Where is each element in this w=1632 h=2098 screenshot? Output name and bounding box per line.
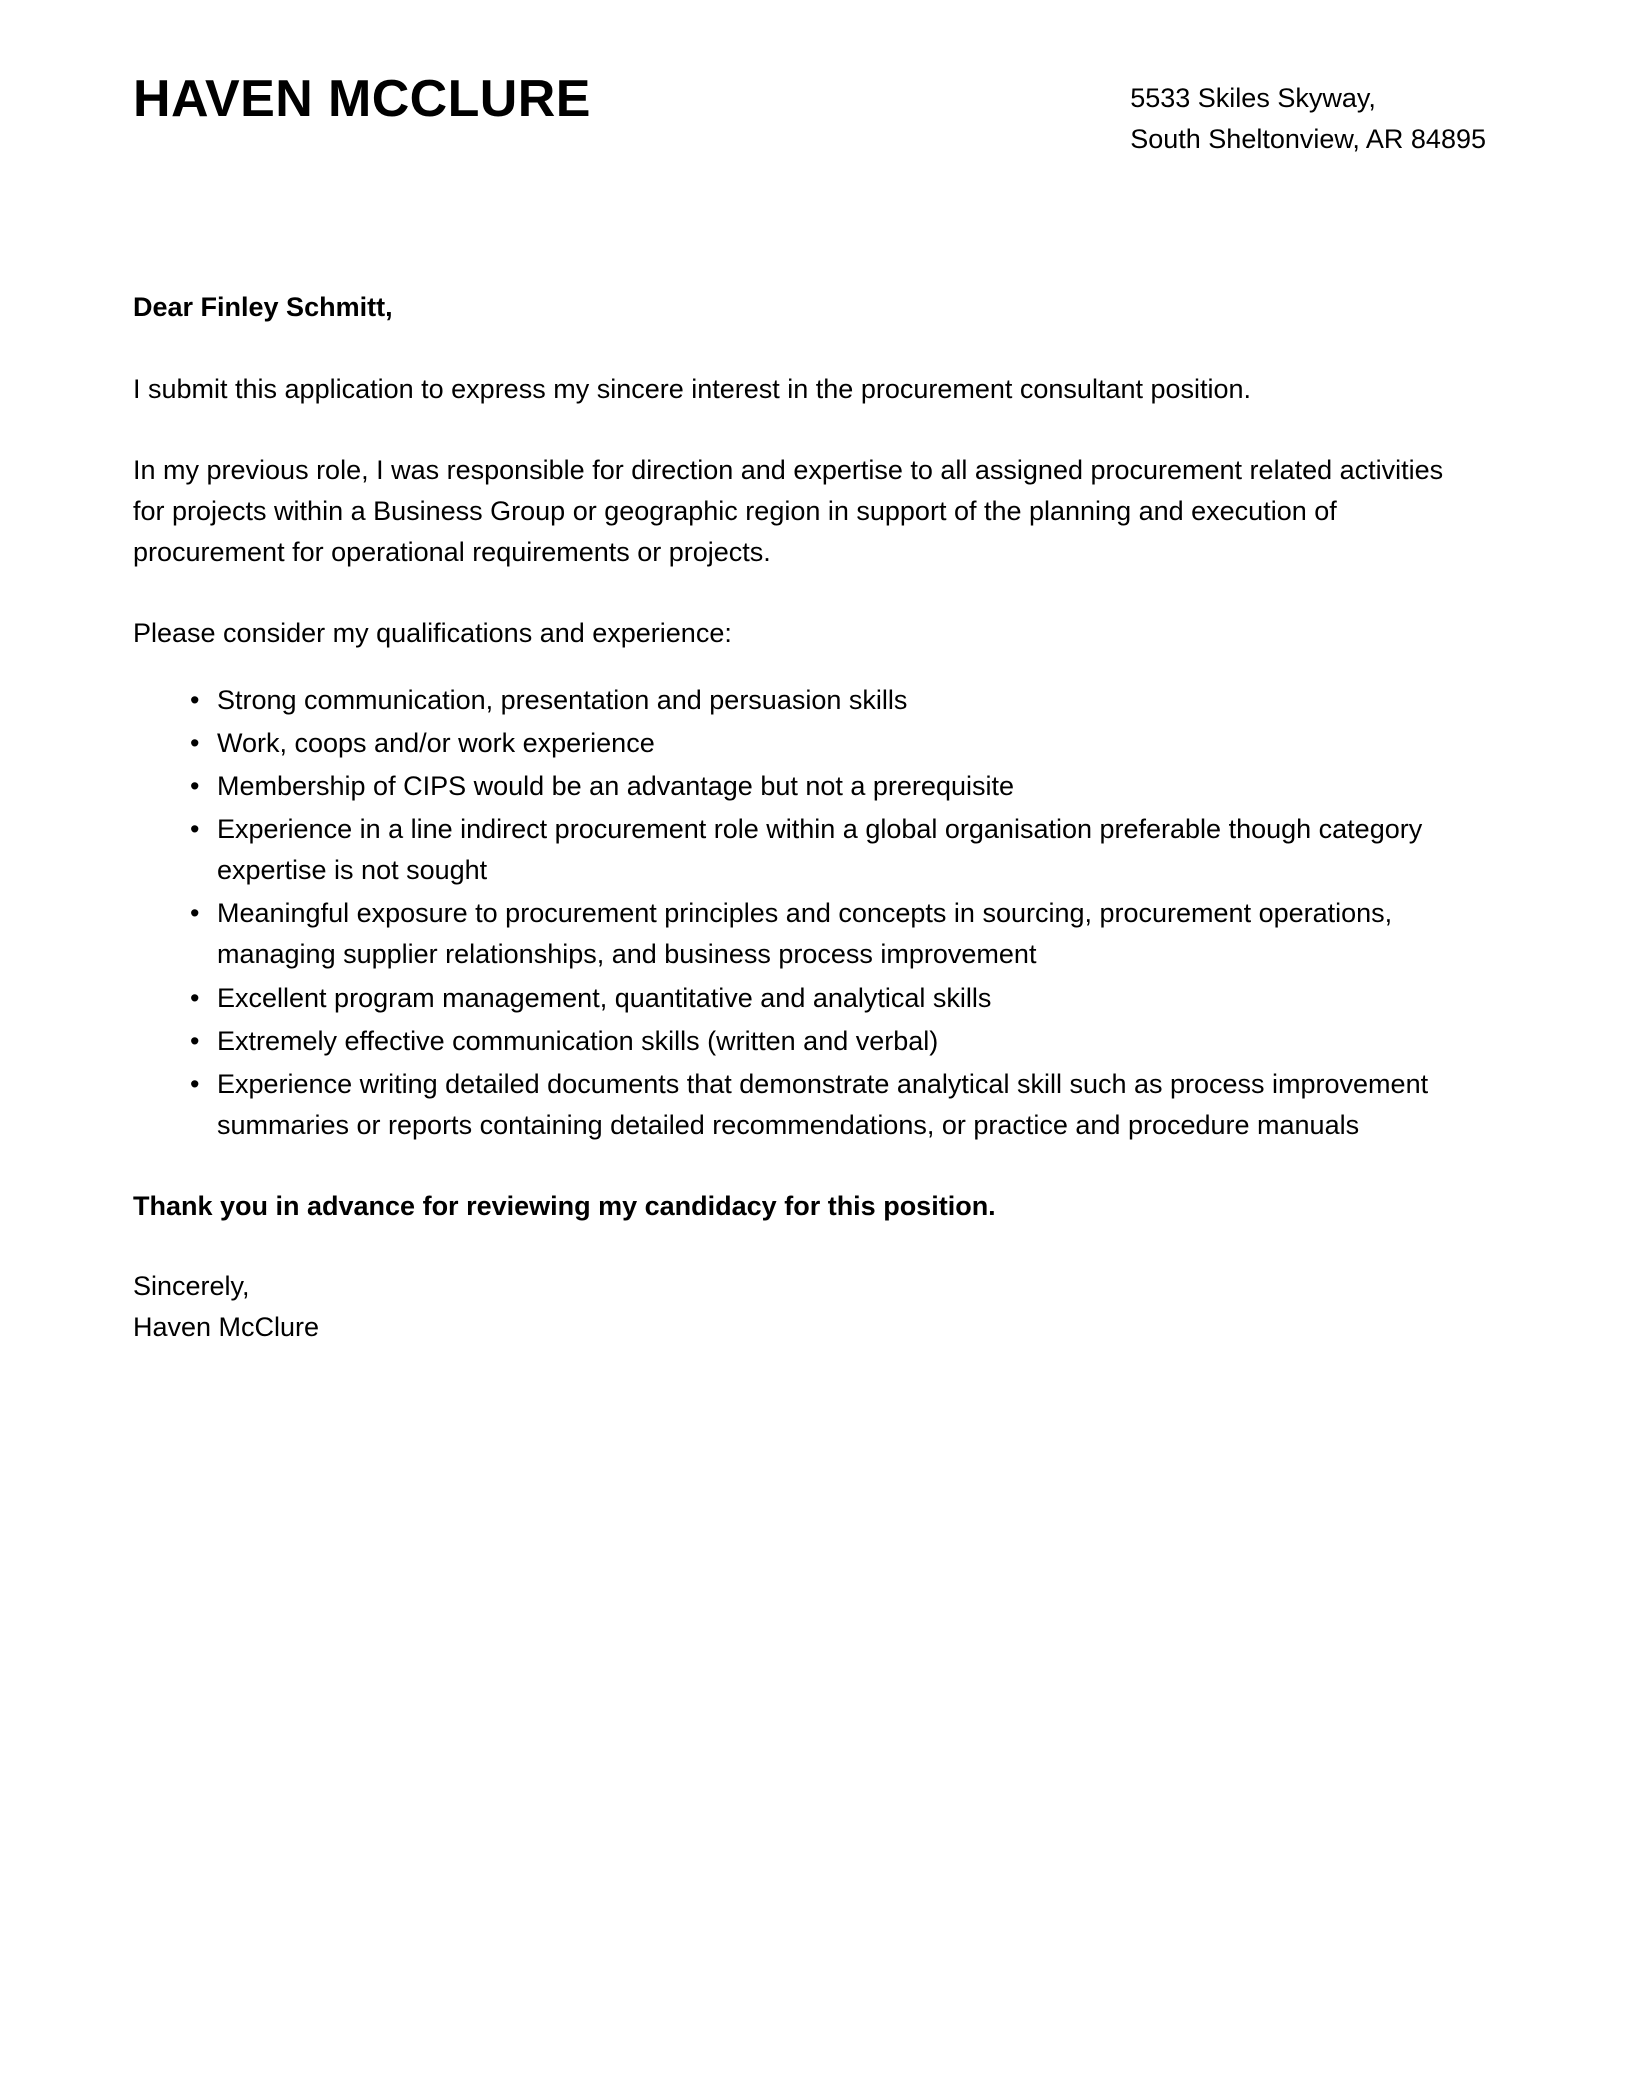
letterhead [133,62,1492,180]
signoff-name: Haven McClure [133,1312,320,1343]
list-item: • Work, coops and/or work experience [190,723,1463,764]
sender-address-block [1130,62,1492,160]
list-item: • Meaningful exposure to procurement principles and concepts in sourcing, procurement operations, managing supplier relationships, and business process improvement [190,893,1463,975]
intro-paragraph: I submit this application to express my sincere interest in the procurement consultant position. [133,374,1252,405]
sender-name: HAVEN MCCLURE [133,70,591,128]
salutation: Dear Finley Schmitt, [133,292,393,322]
sender-address-line-2: South Sheltonview, AR 84895 [1130,124,1486,155]
list-item: • Experience writing detailed documents that demonstrate analytical skill such as process improvement summaries or reports containing detailed recommendations, or practice and procedure manuals [190,1064,1463,1146]
body-paragraph: In my previous role, I was responsible for direction and expertise to all assigned procurement related activities for projects within a Business Group or geographic region in support of the planning and execution of procurement for operational requirements or projects. [133,455,1444,568]
list-item: • Strong communication, presentation and persuasion skills [190,680,1463,721]
qualifications-list [133,680,1463,1145]
signoff-closing: Sincerely, [133,1271,250,1302]
list-item: • Excellent program management, quantitative and analytical skills [190,978,1463,1019]
list-item: • Extremely effective communication skills (written and verbal) [190,1021,1463,1062]
list-item: • Membership of CIPS would be an advantage but not a prerequisite [190,766,1463,807]
sender-address-line-1: 5533 Skiles Skyway, [1130,83,1376,113]
letter-body [133,288,1463,1348]
qualifications-lead: Please consider my qualifications and experience: [133,618,732,649]
list-item: • Experience in a line indirect procurement role within a global organisation preferable though category expertise is not sought [190,809,1463,891]
closing-thanks: Thank you in advance for reviewing my candidacy for this position. [133,1190,996,1221]
signoff-block [133,1266,1463,1348]
